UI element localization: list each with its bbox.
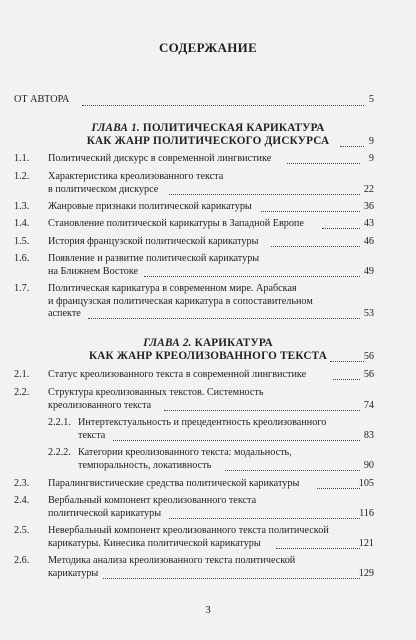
section-title-line: Политическая карикатура в современном мире. Арабская (48, 283, 297, 294)
page-number: 53 (363, 308, 374, 319)
section-title-line: темпоральность, локативность (78, 459, 212, 471)
section-number: 2.1. (14, 369, 30, 380)
page-number: 22 (363, 183, 374, 195)
toc-entry[interactable] (0, 447, 416, 472)
section-title-line: в политическом дискурсе (48, 183, 159, 195)
section-number: 1.3. (14, 201, 30, 212)
section-title-line: креолизованного текста (48, 399, 152, 411)
toc-entry[interactable] (0, 495, 416, 520)
section-number: 2.2. (14, 387, 30, 398)
section-title-line: текста (78, 429, 106, 441)
toc-entry[interactable] (0, 218, 416, 231)
page-number: 129 (358, 567, 374, 579)
dot-leader (144, 276, 360, 277)
dot-leader (322, 228, 360, 229)
section-number: 2.4. (14, 495, 30, 506)
toc-entry[interactable] (0, 478, 416, 491)
bleed-through-text: · · · (250, 30, 260, 39)
dot-leader (330, 361, 364, 362)
section-number: 1.7. (14, 283, 30, 294)
page-number: 56 (363, 369, 374, 380)
page-number: 36 (363, 201, 374, 212)
page-number: 9 (368, 153, 374, 164)
page-number: 74 (363, 399, 374, 411)
toc-entry[interactable] (0, 253, 416, 278)
dot-leader (169, 518, 360, 519)
chapter-title-line2: КАК ЖАНР КРЕОЛИЗОВАННОГО ТЕКСТА (88, 350, 328, 362)
dot-leader (276, 548, 360, 549)
section-title-line: Категории креолизованного текста: модальность, (78, 447, 292, 458)
toc-entry[interactable] (0, 387, 416, 412)
dot-leader (333, 379, 361, 380)
chapter-1-heading[interactable] (0, 122, 416, 148)
dot-leader (88, 318, 360, 319)
section-number: 2.5. (14, 525, 30, 536)
chapter-title-line2: КАК ЖАНР ПОЛИТИЧЕСКОГО ДИСКУРСА (86, 135, 330, 147)
page-number: 90 (363, 459, 374, 471)
section-title-line: Интертекстуальность и прецедентность креолизованного (78, 417, 327, 428)
toc-entry[interactable] (0, 555, 416, 580)
toc-entry[interactable] (0, 201, 416, 214)
dot-leader (113, 440, 360, 441)
section-title-line: на Ближнем Востоке (48, 265, 139, 277)
chapter-title-line1: КАРИКАТУРА (194, 337, 273, 349)
section-title-line: Вербальный компонент креолизованного текста (48, 495, 257, 506)
section-title-line: Паралингвистические средства политической карикатуры (48, 478, 300, 489)
dot-leader (82, 105, 364, 106)
chapter-label: ГЛАВА 2. (143, 337, 192, 349)
section-title-line: Невербальный компонент креолизованного текста политической (48, 525, 329, 536)
section-number: 2.3. (14, 478, 30, 489)
section-title-line: Структура креолизованных текстов. Системность (48, 387, 264, 398)
section-title-line: Политический дискурс в современной лингвистике (48, 153, 272, 164)
page-number: 121 (358, 537, 374, 549)
dot-leader (287, 163, 360, 164)
toc-entry[interactable] (0, 525, 416, 550)
page-number: 43 (363, 218, 374, 229)
dot-leader (261, 211, 360, 212)
footer-page-number: 3 (205, 604, 211, 616)
chapter-title-line1: ПОЛИТИЧЕСКАЯ КАРИКАТУРА (142, 122, 325, 134)
section-title-line: аспекте (48, 308, 81, 319)
section-title-line: политической карикатуры (48, 507, 162, 519)
toc-entry[interactable] (0, 236, 416, 249)
chapter-label: ГЛАВА 1. (91, 122, 140, 134)
toc-entry[interactable] (0, 283, 416, 321)
section-title-line: История французской политической карикатуры (48, 236, 259, 247)
dot-leader (169, 194, 360, 195)
section-title-line: Жанровые признаки политической карикатуры (48, 201, 252, 212)
section-number: 1.2. (14, 171, 30, 182)
toc-entry[interactable] (0, 153, 416, 166)
section-number: 1.6. (14, 253, 30, 264)
page-number: 83 (363, 429, 374, 441)
section-number: 1.4. (14, 218, 30, 229)
section-number: 1.5. (14, 236, 30, 247)
dot-leader (317, 488, 360, 489)
page-number: 49 (363, 265, 374, 277)
chapter-2-heading[interactable] (0, 337, 416, 363)
dot-leader (225, 470, 360, 471)
section-title-line: карикатуры (48, 567, 99, 579)
dot-leader (164, 410, 360, 411)
toc-entry-preface[interactable] (0, 94, 416, 108)
section-title-line: и французская политическая карикатура в сопоставительном (48, 295, 313, 307)
page-number: 105 (358, 478, 374, 489)
dot-leader (340, 146, 364, 147)
toc-entry[interactable] (0, 171, 416, 196)
preface-label: ОТ АВТОРА (14, 94, 70, 105)
page-number: 56 (363, 351, 374, 362)
page-number: 5 (368, 94, 374, 105)
section-title-line: Статус креолизованного текста в современной лингвистике (48, 369, 307, 380)
page-number: 116 (359, 507, 374, 519)
section-title-line: Становление политической карикатуры в Западной Европе (48, 218, 304, 229)
page-title: СОДЕРЖАНИЕ (158, 40, 258, 55)
toc-entry[interactable] (0, 417, 416, 442)
page-number: 46 (363, 236, 374, 247)
toc-entry[interactable] (0, 369, 416, 382)
section-title-line: карикатуры. Кинесика политической карикатуры (48, 537, 261, 549)
section-number: 2.6. (14, 555, 30, 566)
dot-leader (271, 246, 360, 247)
section-number: 2.2.1. (48, 417, 71, 428)
section-title-line: Характеристика креолизованного текста (48, 171, 224, 182)
section-number: 2.2.2. (48, 447, 71, 458)
section-title-line: Методика анализа креолизованного текста политической (48, 555, 296, 566)
dot-leader (103, 578, 360, 579)
page-number: 9 (368, 136, 374, 147)
section-number: 1.1. (14, 153, 30, 164)
section-title-line: Появление и развитие политической карикатуры (48, 253, 260, 264)
